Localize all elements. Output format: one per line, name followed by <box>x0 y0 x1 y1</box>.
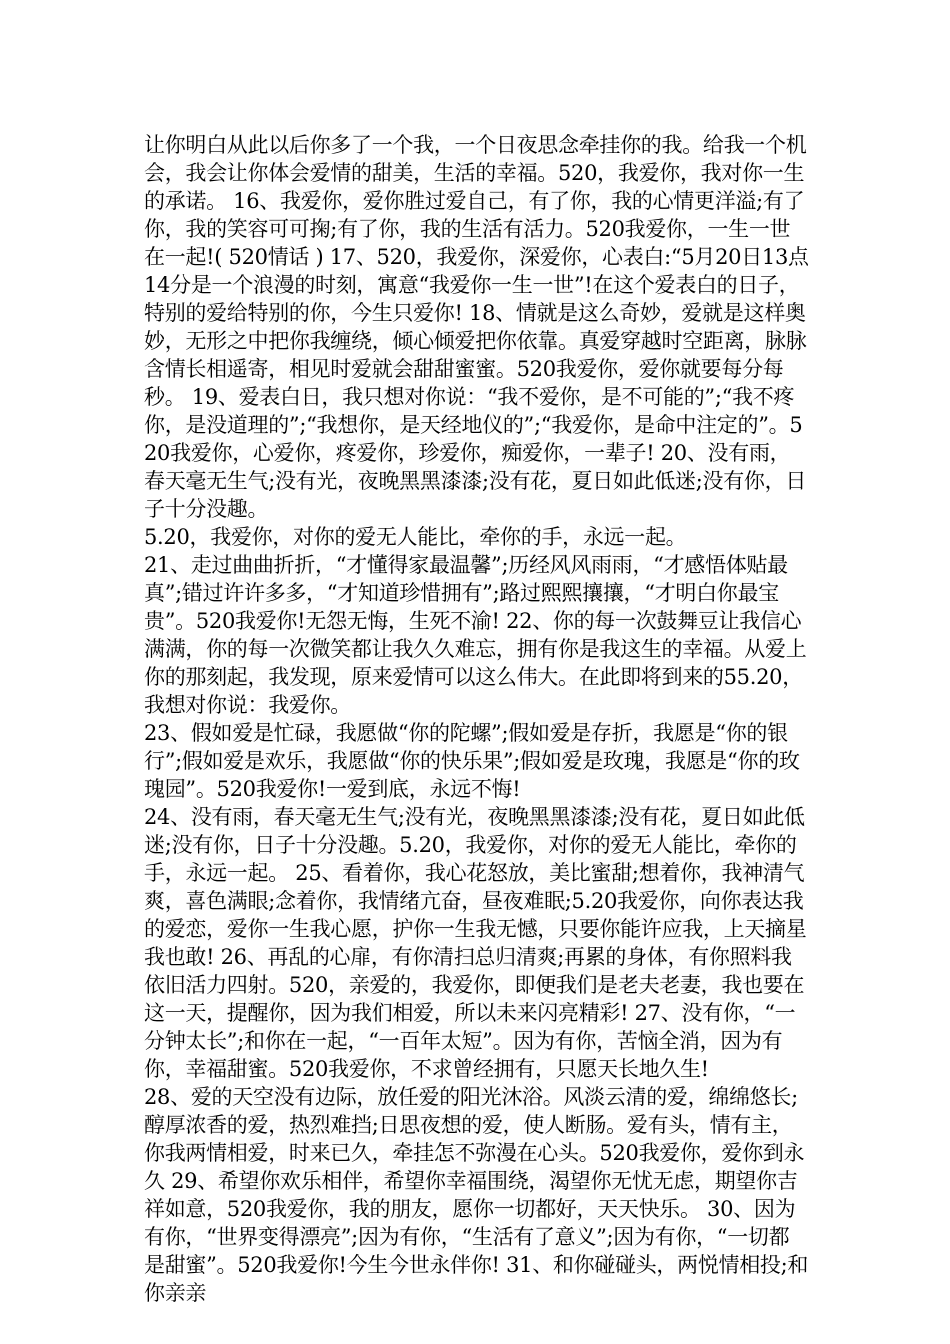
body-text: 让你明白从此以后你多了一个我，一个日夜思念牵挂你的我。给我一个机会，我会让你体会爱情的甜美，生活的幸福。520，我爱你，我对你一生的承诺。 16、我爱你，爱你胜过爱自己，有了你，我的心情更洋溢;有了你，我的笑容可可掬;有了你，我的生活有活力。520我爱你，一生一世在一起!( 520情话 ) 17、520，我爱你，深爱你，心表白:“5月20日13点14分是一个浪漫的时刻，寓意“我爱你一生一世”!在这个爱表白的日子，特别的爱给特别的你，今生只爱你! 18、情就是这么奇妙，爱就是这样奥妙，无形之中把你我缠绕，倾心倾爱把你依靠。真爱穿越时空距离，脉脉含情长相遥寄，相见时爱就会甜甜蜜蜜。520我爱你，爱你就要每分每秒。 19、爱表白日，我只想对你说：“我不爱你，是不可能的”;“我不疼你，是没道理的”;“我想你，是天经地仪的”;“我爱你，是命中注定的”。520我爱你，心爱你，疼爱你，珍爱你，痴爱你，一辈子! 20、没有雨，春天毫无生气;没有光，夜晚黑黑漆漆;没有花，夏日如此低迷;没有你，日子十分没趣。 5.20，我爱你，对你的爱无人能比，牵你的手，永远一起。 21、走过曲曲折折，“才懂得家最温馨”;历经风风雨雨，“才感悟体贴最真”;错过许许多多，“才知道珍惜拥有”;路过熙熙攘攘，“才明白你最宝贵”。520我爱你!无怨无悔，生死不渝! 22、你的每一次鼓舞豆让我信心满满，你的每一次微笑都让我久久难忘，拥有你是我这生的幸福。从爱上你的那刻起，我发现，原来爱情可以这么伟大。在此即将到来的55.20，我想对你说：我爱你。 23、假如爱是忙碌，我愿做“你的陀螺”;假如爱是存折，我愿是“你的银行”;假如爱是欢乐，我愿做“你的快乐果”;假如爱是玫瑰，我愿是“你的玫瑰园”。520我爱你!一爱到底，永远不悔! 24、没有雨，春天毫无生气;没有光，夜晚黑黑漆漆;没有花，夏日如此低迷;没有你，日子十分没趣。5.20，我爱你，对你的爱无人能比，牵你的手，永远一起。 25、看着你，我心花怒放，美比蜜甜;想着你，我神清气爽，喜色满眼;念着你，我情绪亢奋，昼夜难眠;5.20我爱你，向你表达我的爱恋，爱你一生我心愿，护你一生我无憾，只要你能许应我，上天摘星我也敢! 26、再乱的心扉，有你清扫总归清爽;再累的身体，有你照料我依旧活力四射。520，亲爱的，我爱你，即便我们是老夫老妻，我也要在这一天，提醒你，因为我们相爱，所以未来闪亮精彩! 27、没有你，“一分钟太长”;和你在一起，“一百年太短”。因为有你，苦恼全消，因为有你，幸福甜蜜。520我爱你，不求曾经拥有，只愿天长地久生! 28、爱的天空没有边际，放任爱的阳光沐浴。风淡云清的爱，绵绵悠长;醇厚浓香的爱，热烈难挡;日思夜想的爱，使人断肠。爱有头，情有主，你我两情相爱，时来已久，牵挂怎不弥漫在心头。520我爱你，爱你到永久 29、希望你欢乐相伴，希望你幸福围绕，渴望你无忧无虑，期望你吉祥如意，520我爱你，我的朋友，愿你一切都好，天天快乐。 30、因为有你，“世界变得漂亮”;因为有你，“生活有了意义”;因为有你，“一切都是甜蜜”。520我爱你!今生今世永伴你! 31、和你碰碰头，两悦情相投;和你亲亲 <box>144 133 809 1305</box>
